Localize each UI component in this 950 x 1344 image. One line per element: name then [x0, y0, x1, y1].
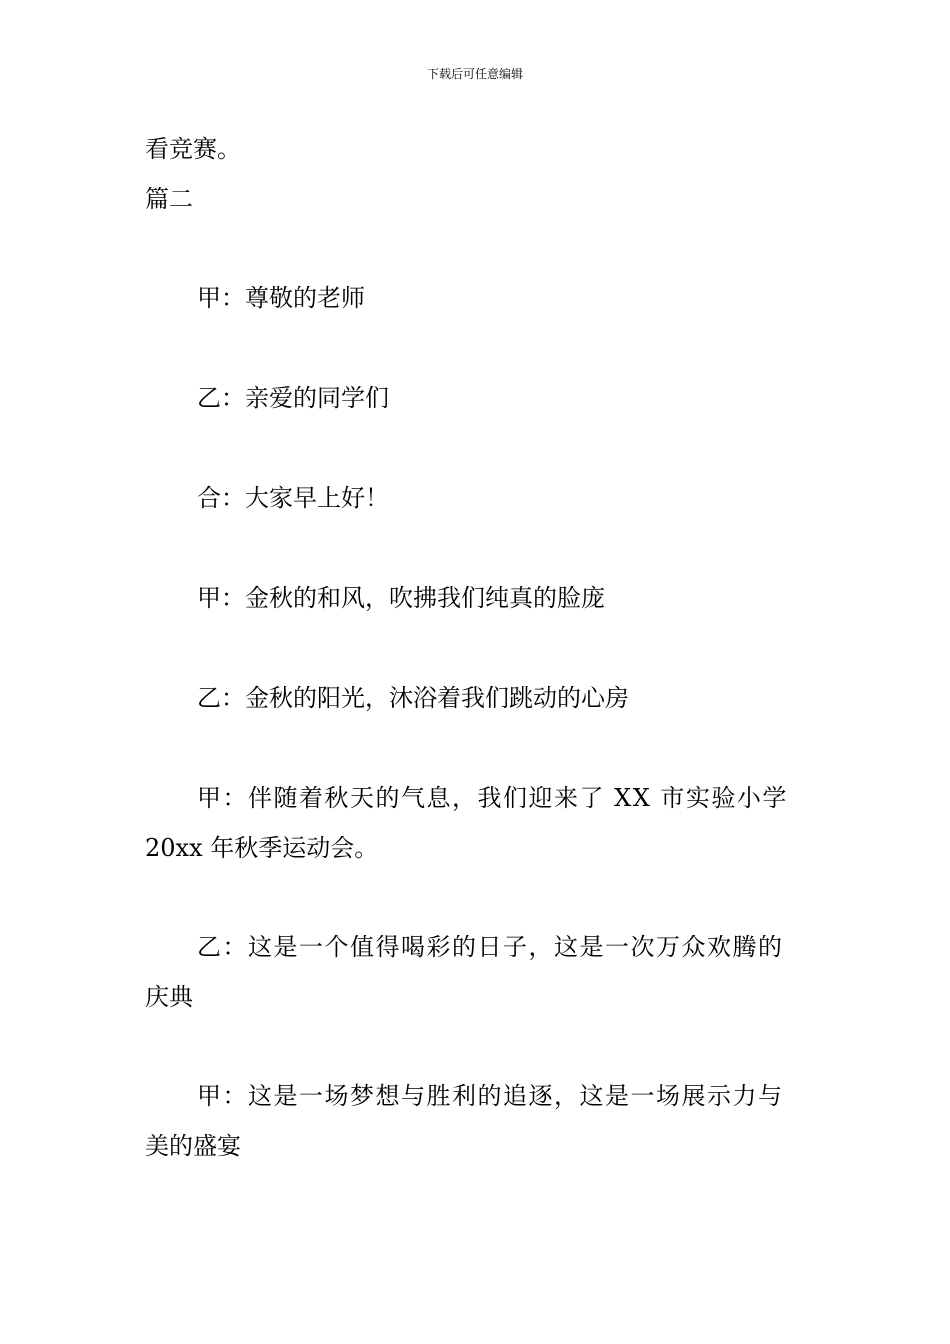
dialogue-line: 甲：金秋的和风，吹拂我们纯真的脸庞	[197, 584, 605, 612]
dialogue-line-continuation: 庆典	[145, 983, 193, 1011]
dialogue-line: 乙：这是一个值得喝彩的日子，这是一次万众欢腾的	[197, 933, 784, 961]
page-header-note: 下载后可任意编辑	[426, 67, 523, 81]
dialogue-line-continuation: 美的盛宴	[145, 1132, 241, 1160]
dialogue-line: 甲：这是一场梦想与胜利的追逐，这是一场展示力与	[197, 1082, 784, 1110]
dialogue-line: 乙：金秋的阳光，沐浴着我们跳动的心房	[197, 684, 629, 712]
text-line: 看竞赛。	[145, 135, 241, 163]
dialogue-line: 甲：伴随着秋天的气息，我们迎来了 XX 市实验小学	[197, 784, 788, 812]
dialogue-line: 乙：亲爱的同学们	[197, 384, 389, 412]
dialogue-line: 合：大家早上好！	[197, 484, 389, 512]
dialogue-line-continuation: 20xx 年秋季运动会。	[145, 834, 379, 862]
dialogue-line: 甲：尊敬的老师	[197, 284, 365, 312]
section-title: 篇二	[145, 185, 193, 213]
